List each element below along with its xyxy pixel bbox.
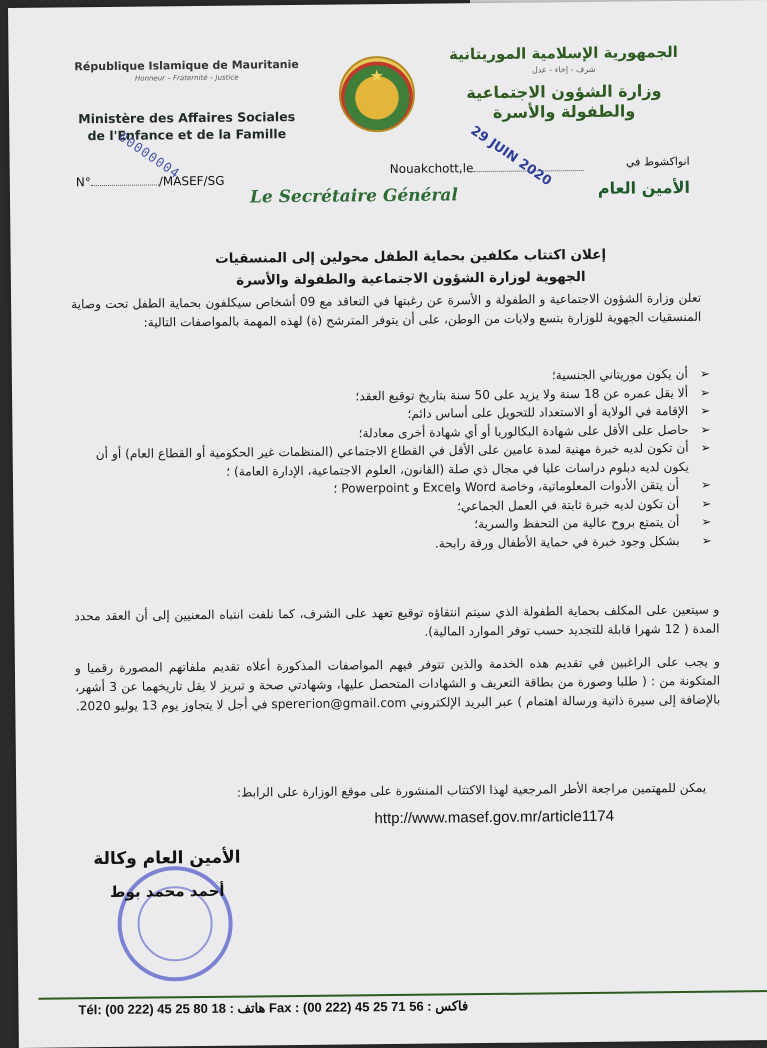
check-arrow-icon: ➢: [701, 496, 712, 511]
reference-no-label: N°: [75, 175, 91, 190]
announcement-title: [191, 243, 631, 292]
ar-ministry-name: [449, 81, 679, 123]
requirement-text: أن تكون لديه خبرة مهنية لمدة عامين على الأقل في القطاع الاجتماعي (المنظمات غير الحكومية أو القطاع العام) أو أن يكون لديه دبلوم دراسات عليا في مجال ذي صلة (القانون، العلوم الاجتماعية، الإدارة العامة) ؛: [95, 440, 689, 479]
title-line2: الجهوية لوزارة الشؤون الاجتماعية والطفولة والأسرة: [236, 268, 586, 289]
requirement-text: بشكل وجود خبرة في حماية الأطفال ورقة رابحة.: [434, 533, 680, 551]
ar-motto: شرف - إخاء - عدل: [531, 64, 596, 75]
document-page: [8, 0, 767, 1048]
ar-ministry-line1: وزارة الشؤون الاجتماعية: [466, 81, 662, 103]
check-arrow-icon: ➢: [699, 385, 711, 400]
requirements-list: [72, 365, 714, 557]
requirement-text: حاصل على الأقل على شهادة البكالوريا أو أي شهادة أخرى معادلة؛: [358, 422, 689, 440]
fr-republic-name: République Islamique de Mauritanie: [74, 57, 299, 74]
intro-paragraph: تعلن وزارة الشؤون الاجتماعية و الطفولة و الأسرة عن رغبتها في التعاقد مع 09 أشخاص سيكلفون بحماية الطفل تحت وصاية المنسقيات الجهوية للوزارة بتسع ولايات من الوطن، على أن يتوفر المترشح (ة) لهذه المهمة بالمواصفات التالية:: [71, 290, 702, 330]
date-stamp: 29 JUIN 2020: [467, 123, 554, 190]
commitment-paragraph: و سيتعين على المكلف بحماية الطفولة الذي سيتم انتقاؤه توقيع تعهد على الشرف، كما نلفت انتباه المعنيين إلى أن العقد محدد المدة ( 12 شهرا قابلة للتجديد حسب توفر الموارد المالية).: [74, 602, 720, 639]
reference-number: [76, 174, 225, 190]
check-arrow-icon: ➢: [701, 533, 712, 548]
requirement-text: أن يتمتع بروح عالية من التحفظ والسرية؛: [474, 514, 680, 532]
signature-name: أحمد محمد بوط: [109, 881, 225, 901]
list-item: [73, 439, 711, 482]
check-arrow-icon: ➢: [699, 366, 710, 381]
seal-star-icon: ★: [369, 66, 384, 86]
requirement-text: الإقامة في الولاية أو الاستعداد للتحويل على أساس دائم؛: [407, 403, 689, 421]
fr-ministry-line2: de l'Enfance et de la Famille: [87, 126, 287, 144]
requirement-text: أن تكون لديه خبرة ثابتة في العمل الجماعي؛: [456, 496, 680, 513]
reference-paragraph: يمكن للمهتمين مراجعة الأطر المرجعية لهذا الاكتتاب المنشورة على موقع الوزارة على الرابط:: [236, 780, 707, 800]
secretary-general-fr: Le Secrétaire Général: [249, 185, 458, 208]
secretary-general-ar: الأمين العام: [597, 177, 691, 198]
signature-title: الأمين العام وكالة: [93, 847, 241, 870]
fr-ministry-name: [49, 108, 324, 145]
ar-republic-name: الجمهورية الإسلامية الموريتانية: [448, 42, 678, 64]
fr-ministry-line1: Ministère des Affaires Sociales: [78, 109, 296, 127]
requirement-text: أن يكون موريتاني الجنسية؛: [551, 366, 688, 383]
application-paragraph: و يجب على الراغبين في تقديم هذه الخدمة والذين تتوفر فيهم المواصفات المذكورة أعلاه تقديم ملفاتهم المصورة رقميا و المتكونة من : ( طلبا وصورة من بطاقة التعريف و الشهادات المتحصل عليها، وشهادتي صحة و تبريز لا يقل تاريخهما عن 3 أشهر، بالإضافة إلى سيرة ذاتية ورسالة اهتمام ) عبر البريد الإلكتروني sperегion@gmail.com في أجل لا يتجاوز يوم 13 يوليو 2020.: [74, 654, 721, 714]
check-arrow-icon: ➢: [700, 440, 711, 455]
check-arrow-icon: ➢: [700, 403, 711, 418]
check-arrow-icon: ➢: [700, 477, 712, 492]
national-seal-icon: [339, 56, 416, 133]
date-label-text: Nouakchott,le: [389, 161, 474, 177]
requirement-text: أن يتقن الأدوات المعلوماتية، وخاصة Word وExcel و Powerpoint ؛: [333, 477, 680, 496]
date-label: [390, 160, 584, 176]
fr-motto: Honneur – Fraternité – Justice: [134, 73, 239, 83]
check-arrow-icon: ➢: [700, 422, 711, 437]
check-arrow-icon: ➢: [701, 514, 712, 529]
reference-no-value: /MASEF/SG: [158, 173, 225, 189]
ar-ministry-line2: والطفولة والأسرة: [492, 101, 636, 122]
reference-number-stamp: 00000004: [115, 129, 183, 183]
date-label-ar: انواكشوط في: [625, 154, 690, 169]
footer-contact: Tél: (00 222) 45 25 80 18 : هاتف Fax : (00 222) 45 25 71 56 : فاكس: [78, 998, 469, 1018]
requirement-text: ألا يقل عمره عن 18 سنة ولا يزيد على 50 سنة بتاريخ توقيع العقد؛: [355, 385, 689, 403]
title-line1: إعلان اكتتاب مكلفين بحماية الطفل محولين إلى المنسقيات: [215, 246, 607, 267]
reference-dots: [91, 184, 159, 186]
article-link[interactable]: http://www.masef.gov.mr/article1174: [374, 807, 615, 828]
